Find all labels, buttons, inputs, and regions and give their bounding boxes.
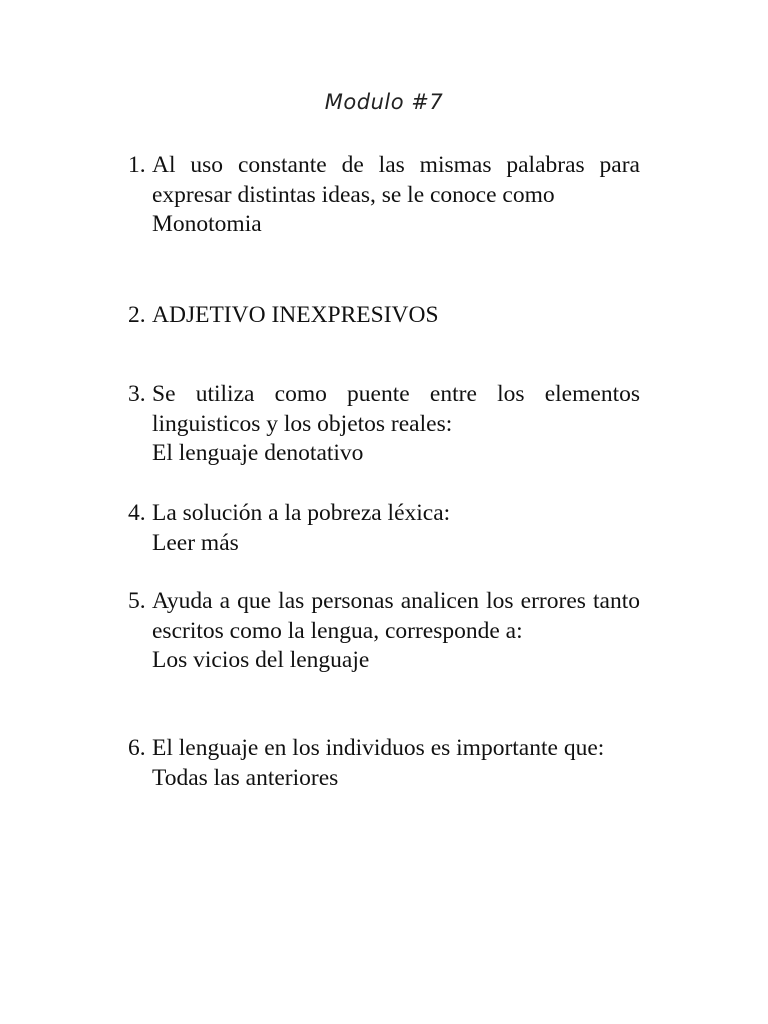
question-answer: Los vicios del lenguaje [152, 647, 370, 673]
question-number: 1. [128, 152, 146, 178]
question-body [152, 734, 640, 793]
question-answer: Leer más [152, 529, 239, 556]
question-number: 2. [128, 302, 146, 328]
question-item [128, 499, 640, 558]
question-number: 6. [128, 735, 146, 761]
question-prompt: La solución a la pobreza léxica: [152, 500, 451, 526]
question-body [152, 380, 640, 469]
question-item [128, 151, 640, 240]
question-answer: Monotomia [152, 211, 262, 237]
question-item [128, 734, 640, 793]
question-prompt: El lenguaje en los individuos es importante que: [152, 735, 605, 761]
question-answer: El lenguaje denotativo [152, 440, 364, 466]
question-body [152, 499, 640, 558]
question-body [152, 587, 640, 676]
question-body [152, 301, 640, 331]
question-item [128, 380, 640, 469]
page-title: Modulo #7 [324, 90, 444, 114]
question-prompt: Se utiliza como puente entre los elementos linguisticos y los objetos reales: [152, 381, 640, 437]
question-number: 3. [128, 381, 146, 407]
question-body [152, 151, 640, 240]
question-prompt: Ayuda a que las personas analicen los errores tanto escritos como la lengua, corresponde a: [152, 588, 640, 644]
question-answer: Todas las anteriores [152, 764, 339, 791]
question-number: 5. [128, 588, 146, 614]
question-item [128, 587, 640, 676]
question-item [128, 301, 640, 331]
question-prompt: ADJETIVO INEXPRESIVOS [152, 302, 439, 328]
question-prompt: Al uso constante de las mismas palabras para expresar distintas ideas, se le conoce como [152, 152, 640, 208]
question-number: 4. [128, 500, 146, 526]
